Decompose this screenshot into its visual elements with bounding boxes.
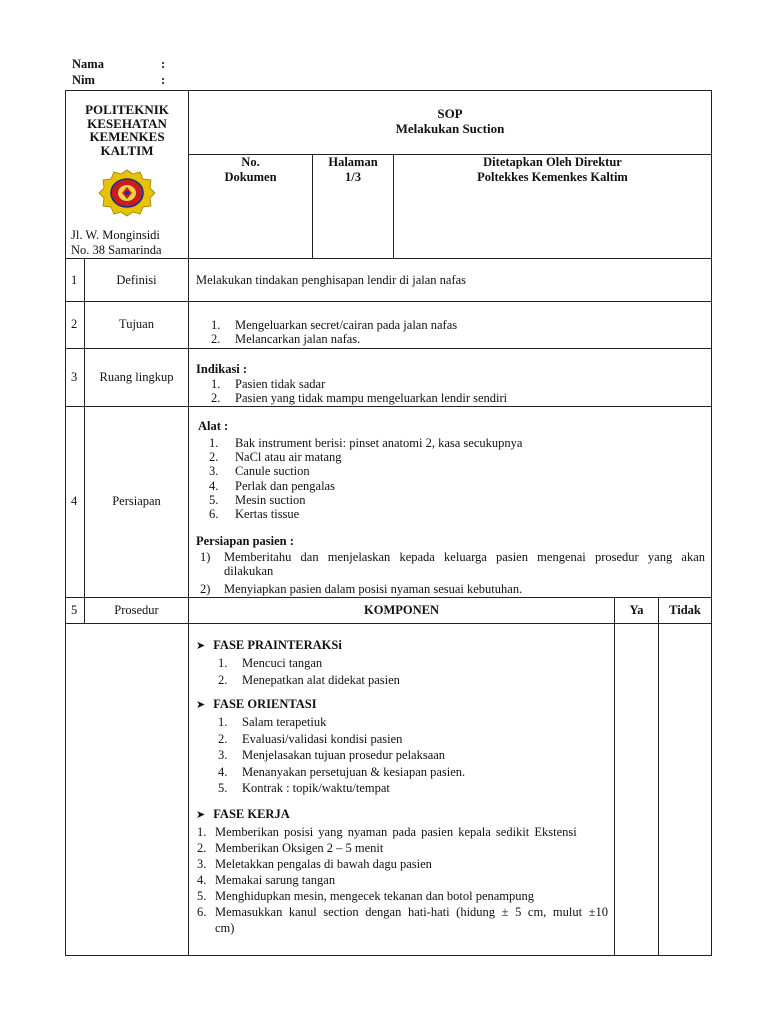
doc-number-line-2: Dokumen	[224, 169, 277, 184]
list-item	[197, 888, 608, 904]
tujuan-list	[211, 318, 457, 346]
item-text: Canule suction	[235, 464, 310, 479]
item-number: 3.	[197, 857, 207, 871]
row-5-label: Prosedur	[114, 603, 159, 617]
arrow-bullet-icon: ➤	[196, 698, 206, 711]
list-item	[211, 332, 457, 346]
item-number: 4.	[218, 764, 228, 779]
list-item	[209, 507, 522, 521]
item-number: 2)	[200, 582, 211, 596]
item-number: 1.	[218, 656, 228, 670]
page-value: 1/3	[345, 169, 361, 184]
row-4-number: 4	[71, 494, 78, 508]
phase-title-text: FASE ORIENTASI	[213, 697, 317, 711]
item-number: 3.	[218, 748, 228, 762]
doc-number-label	[189, 155, 312, 184]
item-text: Memakai sarung tangan	[215, 873, 336, 887]
established-line-1: Ditetapkan Oleh Direktur	[483, 155, 622, 169]
established-line-2: Poltekkes Kemenkes Kaltim	[477, 169, 628, 184]
nama-label: Nama	[72, 57, 104, 71]
alat-heading: Alat :	[198, 419, 229, 433]
item-text: Memberitahu dan menjelaskan kepada keluarga pasien mengenai prosedur yang akan dilakukan	[224, 550, 705, 579]
item-text: Menyiapkan pasien dalam posisi nyaman sesuai kebutuhan.	[224, 582, 523, 596]
list-item	[218, 672, 400, 689]
persiapan-pasien-heading: Persiapan pasien :	[196, 534, 294, 548]
established-by	[394, 155, 711, 184]
row-4-label: Persiapan	[112, 494, 161, 508]
indikasi-heading: Indikasi :	[196, 362, 248, 376]
item-text: Memberikan posisi yang nyaman pada pasien kepala sedikit Ekstensi	[215, 825, 577, 839]
sop-type: SOP	[437, 106, 463, 121]
list-item	[209, 464, 522, 478]
item-text: Pasien tidak sadar	[235, 377, 326, 391]
institution-address	[71, 228, 162, 257]
item-text: Menepatkan alat didekat pasien	[242, 672, 400, 687]
phase-prainteraksi-title	[196, 638, 342, 653]
item-number: 1.	[218, 715, 228, 729]
persiapan-pasien-item-2	[200, 582, 705, 596]
tidak-header: Tidak	[669, 603, 701, 617]
item-number: 1.	[197, 825, 207, 839]
item-text: Salam terapetiuk	[242, 715, 327, 729]
item-number: 1)	[200, 550, 211, 564]
phase-title-text: FASE PRAINTERAKSi	[213, 638, 342, 652]
institution-line-3: KEMENKES	[89, 129, 165, 144]
list-item	[197, 872, 608, 888]
row-1-label: Definisi	[116, 273, 157, 287]
item-text: Meletakkan pengalas di bawah dagu pasien	[215, 857, 432, 871]
list-item	[218, 731, 465, 748]
list-item	[218, 655, 400, 672]
nama-colon: :	[161, 57, 166, 71]
item-number: 6.	[209, 507, 219, 522]
row-5-number: 5	[71, 603, 78, 617]
list-item	[197, 824, 608, 840]
list-item	[218, 764, 465, 781]
list-item	[197, 840, 608, 856]
list-item	[209, 450, 522, 464]
item-number: 4.	[209, 478, 219, 493]
alat-list	[209, 436, 522, 521]
item-number: 4.	[197, 873, 207, 887]
list-item	[218, 747, 465, 764]
phase-kerja-title	[196, 807, 290, 822]
logo-emblem-icon	[99, 170, 155, 216]
item-text: Memberikan Oksigen 2 – 5 menit	[215, 841, 384, 855]
phase-orientasi-title	[196, 697, 317, 712]
doc-number-line-1: No.	[241, 155, 260, 169]
row-3-label: Ruang lingkup	[99, 370, 174, 384]
prainteraksi-list	[218, 655, 400, 688]
item-number: 5.	[209, 492, 219, 507]
kerja-list	[197, 824, 608, 936]
item-text: Kontrak : topik/waktu/tempat	[242, 781, 390, 795]
ya-header: Ya	[629, 603, 644, 617]
arrow-bullet-icon: ➤	[196, 808, 206, 821]
row-2-number: 2	[71, 317, 78, 331]
page-label: Halaman	[328, 155, 378, 169]
item-number: 2.	[218, 672, 228, 687]
item-text: Bak instrument berisi: pinset anatomi 2, kasa secukupnya	[235, 436, 523, 450]
list-item	[209, 436, 522, 450]
institution-logo	[98, 168, 156, 218]
item-number: 2.	[218, 731, 228, 746]
list-item	[197, 856, 608, 872]
item-number: 2.	[209, 450, 219, 465]
row-2-label: Tujuan	[119, 317, 154, 331]
item-text: Menghidupkan mesin, mengecek tekanan dan botol penampung	[215, 889, 535, 903]
page-number-label	[313, 155, 393, 184]
item-text: Mesin suction	[235, 492, 306, 507]
item-number: 1.	[211, 377, 221, 391]
nim-label: Nim	[72, 73, 95, 87]
list-item	[209, 479, 522, 493]
arrow-bullet-icon: ➤	[196, 639, 206, 652]
definisi-text: Melakukan tindakan penghisapan lendir di jalan nafas	[196, 273, 467, 287]
item-number: 2.	[211, 332, 221, 347]
row-1-number: 1	[71, 273, 78, 287]
item-text: Memasukkan kanul section dengan hati-hati (hidung ± 5 cm, mulut ±10 cm)	[215, 905, 608, 935]
item-number: 2.	[197, 841, 207, 855]
item-text: Melancarkan jalan nafas.	[235, 332, 361, 347]
row-3-number: 3	[71, 370, 78, 384]
address-line-1: Jl. W. Monginsidi	[71, 228, 160, 242]
list-item	[218, 714, 465, 731]
list-item	[211, 391, 507, 405]
item-number: 1.	[211, 318, 221, 332]
sop-title: Melakukan Suction	[395, 120, 505, 136]
item-number: 5.	[197, 889, 207, 903]
list-item	[209, 493, 522, 507]
item-text: Mencuci tangan	[242, 656, 323, 670]
persiapan-pasien-item-1	[200, 550, 705, 578]
item-text: Menanyakan persetujuan & kesiapan pasien.	[242, 764, 466, 779]
list-item	[197, 904, 608, 936]
address-line-2: No. 38 Samarinda	[71, 242, 162, 257]
nim-colon: :	[161, 73, 166, 87]
item-text: Pasien yang tidak mampu mengeluarkan lendir sendiri	[235, 391, 508, 406]
komponen-header: KOMPONEN	[364, 603, 439, 617]
list-item	[211, 318, 457, 332]
item-number: 2.	[211, 391, 221, 406]
list-item	[211, 377, 507, 391]
orientasi-list	[218, 714, 465, 797]
item-text: Evaluasi/validasi kondisi pasien	[242, 731, 403, 746]
indikasi-list	[211, 377, 507, 405]
item-number: 1.	[209, 436, 219, 450]
item-text: Kertas tissue	[235, 507, 300, 522]
item-number: 6.	[197, 905, 207, 919]
item-text: Mengeluarkan secret/cairan pada jalan nafas	[235, 318, 458, 332]
institution-line-1: POLITEKNIK	[85, 102, 169, 117]
sop-title-block	[189, 107, 711, 136]
institution-name	[66, 103, 188, 157]
item-text: NaCl atau air matang	[235, 450, 342, 465]
item-text: Perlak dan pengalas	[235, 478, 335, 493]
item-number: 5.	[218, 781, 228, 795]
phase-title-text: FASE KERJA	[213, 807, 290, 821]
item-number: 3.	[209, 464, 219, 479]
list-item	[218, 780, 465, 797]
institution-line-4: KALTIM	[100, 142, 154, 158]
item-text: Menjelasakan tujuan prosedur pelaksaan	[242, 748, 446, 762]
institution-line-2: KESEHATAN	[87, 115, 167, 131]
